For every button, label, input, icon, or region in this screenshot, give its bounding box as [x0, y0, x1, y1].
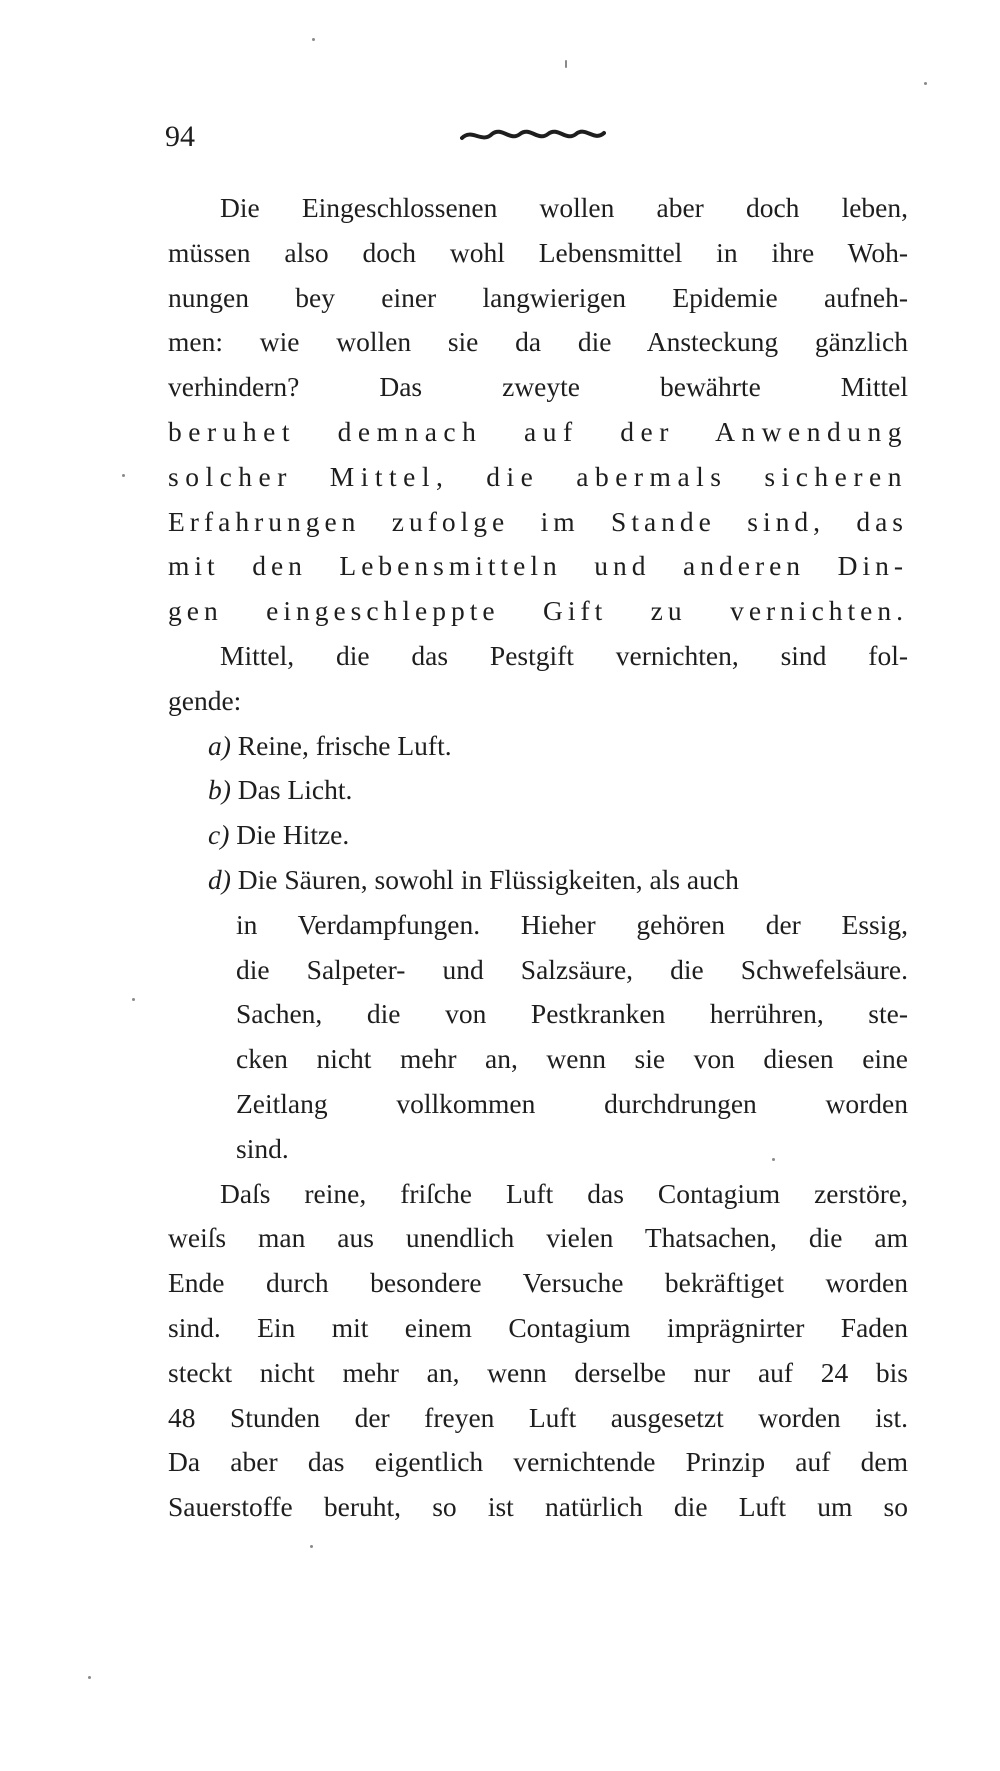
list-item-continuation: Zeitlang vollkommen durchdrungen worden [236, 1087, 908, 1119]
list-item-label: a) [208, 729, 231, 761]
text-line: weiſs man aus unendlich vielen Thatsachen, die am [168, 1222, 908, 1254]
list-item-continuation: Sachen, die von Pestkranken herrühren, ste- [236, 998, 908, 1030]
list-item [168, 813, 908, 858]
list-item-label: c) [208, 819, 230, 851]
paper-speck [772, 1158, 775, 1161]
paper-speck [565, 60, 567, 68]
paper-speck [312, 38, 315, 41]
paper-speck [122, 474, 125, 477]
text-line: Daſs reine, friſche Luft das Contagium zerstöre, [220, 1177, 908, 1209]
text-line: 48 Stunden der freyen Luft ausgesetzt worden ist. [168, 1401, 908, 1433]
list-item-text: Die Säuren, sowohl in Flüssigkeiten, als auch [237, 863, 739, 895]
text-line: beruhet demnach auf der Anwendung [168, 415, 908, 447]
list-item-label: b) [208, 774, 231, 806]
list-item [168, 858, 908, 903]
text-line: gen eingeschleppte Gift zu vernichten. [168, 595, 908, 627]
text-line: gende: [168, 684, 242, 716]
list-item-label: d) [208, 863, 231, 895]
text-line: Die Eingeschlossenen wollen aber doch leben, [220, 192, 908, 223]
text-line: sind. Ein mit einem Contagium imprägnirter Faden [168, 1311, 908, 1343]
text-line: men: wie wollen sie da die Ansteckung gänzlich [168, 326, 908, 358]
list-item-continuation: sind. [236, 1132, 289, 1164]
list-item-continuation: in Verdampfungen. Hieher gehören der Essig, [236, 908, 908, 940]
page-number: 94 [165, 120, 195, 153]
text-line: müssen also doch wohl Lebensmittel in ihre Woh- [168, 236, 908, 268]
text-line: Erfahrungen zufolge im Stande sind, das [168, 505, 908, 537]
text-line: Da aber das eigentlich vernichtende Prinzip auf dem [168, 1446, 908, 1478]
main-text [168, 186, 908, 1530]
text-line: Ende durch besondere Versuche bekräftiget worden [168, 1267, 908, 1299]
text-line: Sauerstoffe beruht, so ist natürlich die Luft um so [168, 1491, 908, 1523]
text-line: solcher Mittel, die abermals sicheren [168, 460, 908, 492]
text-line: nungen bey einer langwierigen Epidemie aufneh- [168, 281, 908, 313]
text-line: mit den Lebensmitteln und anderen Din- [168, 550, 908, 582]
list-item-text: Reine, frische Luft. [237, 729, 452, 761]
list-item [168, 768, 908, 813]
paper-speck [310, 1545, 313, 1548]
text-line: Mittel, die das Pestgift vernichten, sind fol- [220, 639, 908, 671]
paper-speck [132, 998, 135, 1001]
paper-speck [924, 82, 927, 85]
list-item-text: Das Licht. [237, 774, 353, 806]
paper-speck [88, 1676, 91, 1679]
list-item-continuation: die Salpeter- und Salzsäure, die Schwefelsäure. [236, 953, 908, 985]
header-ornament-icon [460, 124, 606, 146]
text-line: steckt nicht mehr an, wenn derselbe nur auf 24 bis [168, 1356, 908, 1388]
list-item [168, 724, 908, 769]
list-item-continuation: cken nicht mehr an, wenn sie von diesen eine [236, 1043, 908, 1075]
text-line: verhindern? Das zweyte bewährte Mittel [168, 371, 908, 403]
list-item-text: Die Hitze. [236, 819, 350, 851]
